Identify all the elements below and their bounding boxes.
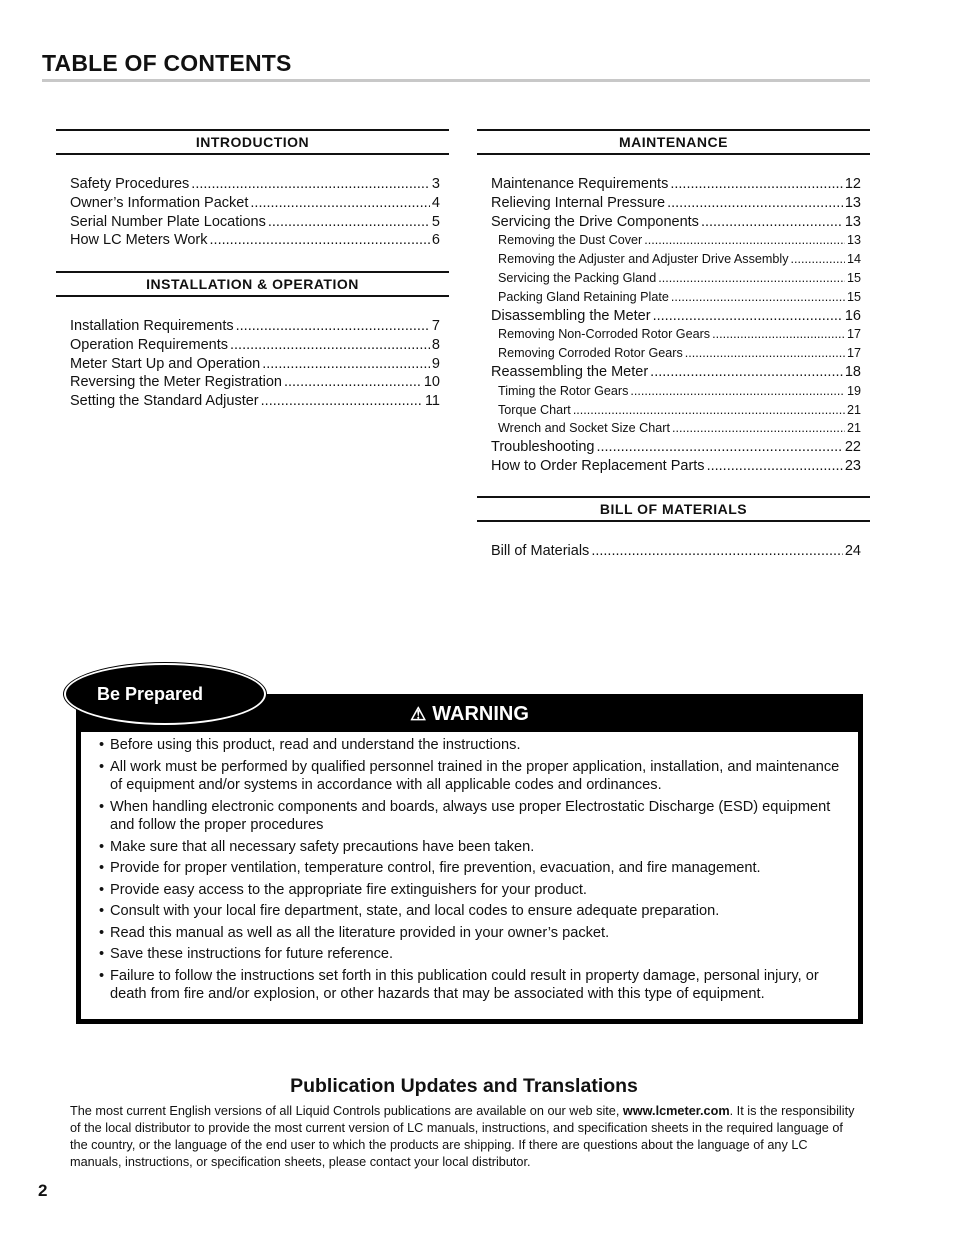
toc-entry-label: Reversing the Meter Registration — [70, 374, 282, 391]
toc-entry-page: 7 — [431, 318, 440, 334]
toc-entry-page: 4 — [431, 194, 440, 211]
dot-leader — [707, 457, 843, 476]
toc-entry — [491, 325, 861, 344]
toc-entry-page: 18 — [844, 363, 861, 380]
toc-entry — [70, 373, 440, 392]
toc-section-maintenance — [477, 129, 870, 476]
dot-leader — [667, 194, 843, 213]
dot-leader — [191, 175, 430, 194]
toc-list — [70, 175, 440, 250]
toc-list — [70, 317, 440, 411]
section-heading: INTRODUCTION — [56, 129, 449, 155]
dot-leader — [701, 213, 843, 232]
toc-entry-page: 17 — [846, 346, 861, 361]
toc-entry — [491, 175, 861, 194]
toc-entry-page: 19 — [846, 383, 861, 398]
toc-entry-label: Torque Chart — [498, 402, 571, 417]
toc-entry-label: Bill of Materials — [491, 543, 590, 559]
warning-bullet: • Before using this product, read and understand the instructions. — [99, 736, 852, 755]
toc-entry — [491, 288, 861, 307]
section-heading: INSTALLATION & OPERATION — [56, 271, 449, 297]
warning-bullet: • All work must be performed by qualified personnel trained in the proper application, installation, and maintenance of equipment and/or systems in accordance with all applicable codes and ordinances. — [99, 758, 852, 795]
toc-entry-page: 6 — [431, 232, 440, 249]
dot-leader — [670, 175, 843, 194]
toc-entry-label: Safety Procedures — [70, 176, 190, 192]
toc-entry-page: 9 — [431, 355, 440, 372]
toc-entry-page: 10 — [423, 374, 440, 391]
toc-entry-label: Troubleshooting — [491, 439, 595, 456]
toc-entry — [491, 213, 861, 232]
toc-entry-label: Operation Requirements — [70, 336, 228, 353]
toc-entry-label: Setting the Standard Adjuster — [70, 393, 259, 410]
warning-bullet: • Provide easy access to the appropriate fire extinguishers for your product. — [99, 881, 852, 900]
page-number: 2 — [38, 1181, 48, 1200]
toc-entry-label: Wrench and Socket Size Chart — [498, 421, 670, 436]
toc-entry-page: 24 — [844, 543, 861, 559]
toc-entry-label: Installation Requirements — [70, 318, 234, 334]
dot-leader — [230, 336, 430, 355]
warning-triangle-icon: ⚠ — [410, 704, 427, 724]
dot-leader — [712, 325, 845, 344]
dot-leader — [284, 373, 422, 392]
toc-entry — [70, 317, 440, 336]
toc-entry — [491, 401, 861, 420]
toc-entry — [491, 194, 861, 213]
dot-leader — [630, 382, 845, 401]
toc-entry — [491, 542, 861, 561]
toc-entry — [70, 336, 440, 355]
toc-entry — [491, 250, 861, 269]
dot-leader — [658, 269, 845, 288]
toc-entry — [70, 194, 440, 213]
toc-entry-label: Servicing the Drive Components — [491, 213, 699, 230]
warning-bullet: • Read this manual as well as all the literature provided in your owner’s packet. — [99, 924, 852, 943]
toc-entry-page: 21 — [846, 421, 861, 436]
dot-leader — [671, 288, 845, 307]
dot-leader — [268, 213, 430, 232]
toc-entry-page: 12 — [844, 176, 861, 192]
toc-entry — [70, 175, 440, 194]
toc-entry — [70, 392, 440, 411]
dot-leader — [250, 194, 430, 213]
dot-leader — [644, 231, 845, 250]
warning-bullet: • Provide for proper ventilation, temperature control, fire prevention, evacuation, and fire management. — [99, 859, 852, 878]
toc-entry-label: Removing Corroded Rotor Gears — [498, 346, 683, 361]
toc-entry-label: Removing Non-Corroded Rotor Gears — [498, 327, 711, 342]
toc-entry-label: Meter Start Up and Operation — [70, 355, 261, 372]
toc-list — [491, 175, 861, 476]
toc-entry-label: Relieving Internal Pressure — [491, 194, 666, 211]
toc-entry-label: Reassembling the Meter — [491, 363, 649, 380]
toc-entry — [491, 438, 861, 457]
toc-entry — [70, 355, 440, 374]
toc-entry — [491, 419, 861, 438]
publication-title: Publication Updates and Translations — [290, 1075, 638, 1097]
toc-entry — [491, 457, 861, 476]
be-prepared-label: Be Prepared — [97, 684, 204, 704]
toc-entry-page: 13 — [844, 213, 861, 230]
website-link[interactable]: www.lcmeter.com — [622, 1104, 730, 1118]
section-heading: MAINTENANCE — [477, 129, 870, 155]
toc-entry-page: 22 — [844, 439, 861, 456]
warning-bullet: • Consult with your local fire department, state, and local codes to ensure adequate preparation. — [99, 902, 852, 921]
publication-text-before: The most current English versions of all Liquid Controls publications are available on our web site, — [70, 1104, 623, 1118]
toc-entry — [491, 382, 861, 401]
toc-entry — [491, 307, 861, 326]
toc-entry-page: 11 — [424, 393, 440, 410]
toc-entry-page: 21 — [846, 402, 861, 417]
toc-entry-label: Removing the Dust Cover — [498, 233, 643, 248]
toc-entry-label: Maintenance Requirements — [491, 176, 669, 192]
toc-entry-page: 15 — [846, 289, 861, 304]
warning-bullet: • When handling electronic components and boards, always use proper Electrostatic Discharge (ESD) equipment and follow the proper procedures — [99, 798, 852, 835]
toc-entry-page: 13 — [844, 194, 861, 211]
dot-leader — [672, 419, 845, 438]
toc-entry-label: Servicing the Packing Gland — [498, 270, 657, 285]
toc-entry-label: Removing the Adjuster and Adjuster Drive Assembly — [498, 252, 789, 267]
warning-box — [76, 694, 863, 1024]
toc-entry-page: 16 — [844, 307, 861, 324]
toc-section-bill-of-materials — [477, 496, 870, 561]
dot-leader — [650, 363, 843, 382]
dot-leader — [685, 344, 845, 363]
toc-entry-page: 8 — [431, 336, 440, 353]
toc-list — [491, 542, 861, 561]
toc-section-installation — [56, 271, 449, 411]
warning-title-text: WARNING — [432, 703, 529, 725]
toc-entry-page: 13 — [846, 233, 861, 248]
toc-entry — [491, 231, 861, 250]
dot-leader — [262, 355, 430, 374]
dot-leader — [791, 250, 845, 269]
dot-leader — [261, 392, 423, 411]
warning-bullet: • Make sure that all necessary safety precautions have been taken. — [99, 838, 852, 857]
toc-entry-label: Packing Gland Retaining Plate — [498, 289, 669, 304]
toc-entry — [491, 269, 861, 288]
dot-leader — [210, 231, 430, 250]
toc-entry-page: 3 — [431, 176, 440, 192]
dot-leader — [573, 401, 845, 420]
publication-text — [70, 1103, 860, 1171]
title-divider — [42, 79, 870, 82]
toc-entry-label: Timing the Rotor Gears — [498, 383, 629, 398]
toc-entry-page: 5 — [431, 213, 440, 230]
dot-leader — [591, 542, 843, 561]
warning-bullet-list — [99, 736, 852, 1007]
dot-leader — [236, 317, 430, 336]
toc-entry-page: 23 — [844, 457, 861, 474]
toc-entry — [70, 213, 440, 232]
toc-entry-label: How LC Meters Work — [70, 232, 208, 249]
toc-entry-page: 15 — [846, 270, 861, 285]
toc-entry-label: Disassembling the Meter — [491, 307, 651, 324]
toc-entry — [491, 363, 861, 382]
be-prepared-badge — [64, 663, 266, 725]
toc-entry — [70, 231, 440, 250]
toc-entry-label: Serial Number Plate Locations — [70, 213, 266, 230]
page-title: TABLE OF CONTENTS — [42, 50, 292, 76]
toc-entry-page: 14 — [846, 252, 861, 267]
publication-text-after: . It is the responsibility of the local distributor to provide the most current version of LC manuals, instructions, and specification sheets in the required language of the country, or the language of the end user to which the products are shipping. If there are questions about the language of any LC manuals, instructions, or specification sheets, please contact your local distributor. — [70, 1104, 855, 1169]
section-heading: BILL OF MATERIALS — [477, 496, 870, 522]
warning-body — [81, 732, 858, 1019]
dot-leader — [653, 307, 843, 326]
warning-bullet: • Failure to follow the instructions set forth in this publication could result in property damage, personal injury, or death from fire and/or explosion, or other hazards that may be associated with this type of equipment. — [99, 967, 852, 1004]
toc-entry — [491, 344, 861, 363]
toc-entry-label: How to Order Replacement Parts — [491, 457, 705, 474]
toc-entry-page: 17 — [846, 327, 861, 342]
toc-section-introduction — [56, 129, 449, 250]
dot-leader — [596, 438, 842, 457]
warning-bullet: • Save these instructions for future reference. — [99, 945, 852, 964]
toc-entry-label: Owner’s Information Packet — [70, 194, 249, 211]
